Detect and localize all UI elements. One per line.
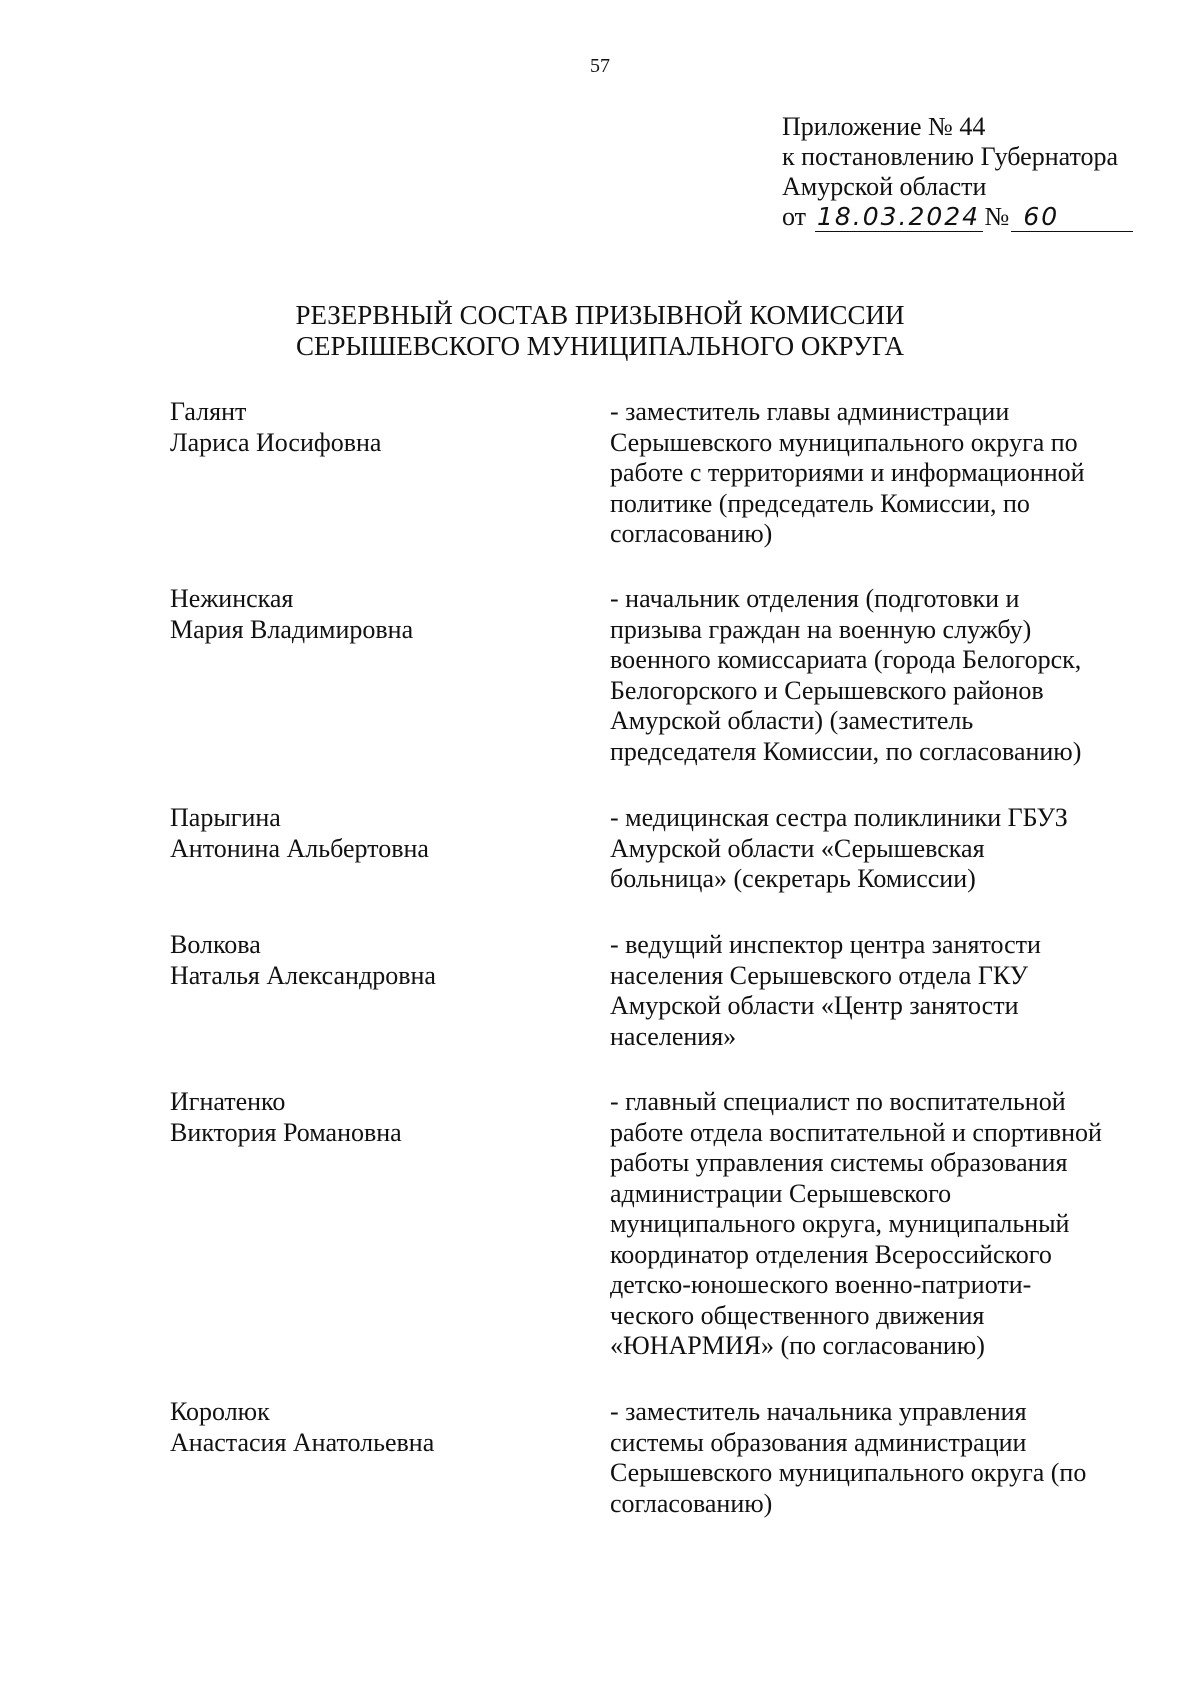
role-line: «ЮНАРМИЯ» (по согласованию) bbox=[610, 1331, 985, 1360]
role-line: - заместитель главы администрации bbox=[610, 397, 1010, 426]
handwritten-date: 18.03.2024 bbox=[815, 203, 983, 232]
page-number: 57 bbox=[590, 55, 610, 77]
member-role bbox=[610, 584, 1140, 767]
role-line: координатор отделения Всероссийского bbox=[610, 1239, 1052, 1269]
role-line: работы управления системы образования bbox=[610, 1148, 1068, 1177]
role-line: населения» bbox=[610, 1021, 737, 1051]
member-given-names: Анастасия Анатольевна bbox=[170, 1427, 435, 1457]
member-surname: Нежинская bbox=[170, 584, 294, 613]
member-surname: Парыгина bbox=[170, 803, 281, 832]
handwritten-number: 60 bbox=[1011, 203, 1133, 232]
appendix-date-line bbox=[782, 202, 1182, 232]
role-line: - медицинская сестра поликлиники ГБУЗ bbox=[610, 803, 1068, 832]
role-line: Амурской области) (заместитель bbox=[610, 706, 974, 735]
role-line: Серышевского муниципального округа по bbox=[610, 427, 1078, 457]
role-line: - заместитель начальника управления bbox=[610, 1397, 1027, 1426]
role-line: - главный специалист по воспитательной bbox=[610, 1087, 1066, 1116]
member-surname: Игнатенко bbox=[170, 1087, 286, 1116]
role-line: населения Серышевского отдела ГКУ bbox=[610, 960, 1029, 990]
role-line: председателя Комиссии, по согласованию) bbox=[610, 736, 1082, 766]
member-given-names: Мария Владимировна bbox=[170, 614, 414, 644]
appendix-decree-ref: к постановлению Губернатора bbox=[782, 142, 1119, 171]
member-name bbox=[170, 803, 570, 864]
role-line: - начальник отделения (подготовки и bbox=[610, 584, 1020, 613]
member-name bbox=[170, 930, 570, 991]
appendix-title: Приложение № 44 bbox=[782, 112, 986, 141]
role-line: Амурской области «Центр занятости bbox=[610, 991, 1019, 1020]
role-line: детско-юношеского военно-патриоти- bbox=[610, 1270, 1032, 1299]
date-prefix: от bbox=[782, 202, 807, 231]
role-line: администрации Серышевского bbox=[610, 1178, 952, 1208]
role-line: согласованию) bbox=[610, 519, 773, 548]
role-line: - ведущий инспектор центра занятости bbox=[610, 930, 1041, 959]
role-line: Амурской области «Серышевская bbox=[610, 833, 985, 863]
member-name bbox=[170, 1087, 570, 1148]
appendix-block bbox=[782, 112, 1182, 232]
member-role bbox=[610, 930, 1140, 1052]
role-line: больница» (секретарь Комиссии) bbox=[610, 864, 976, 893]
role-line: работе с территориями и информационной bbox=[610, 458, 1085, 487]
member-surname: Галянт bbox=[170, 397, 247, 426]
member-role bbox=[610, 803, 1140, 895]
role-line: работе отдела воспитательной и спортивной bbox=[610, 1117, 1102, 1147]
member-role bbox=[610, 1087, 1140, 1362]
member-surname: Королюк bbox=[170, 1397, 270, 1426]
role-line: ческого общественного движения bbox=[610, 1300, 985, 1330]
document-title bbox=[0, 300, 1200, 362]
role-line: согласованию) bbox=[610, 1488, 773, 1518]
member-name bbox=[170, 397, 570, 458]
member-role bbox=[610, 1397, 1140, 1519]
member-surname: Волкова bbox=[170, 930, 261, 959]
role-line: Белогорского и Серышевского районов bbox=[610, 675, 1044, 705]
member-role bbox=[610, 397, 1140, 550]
number-sign: № bbox=[984, 202, 1010, 231]
role-line: системы образования администрации bbox=[610, 1427, 1027, 1457]
member-given-names: Наталья Александровна bbox=[170, 960, 436, 990]
member-given-names: Лариса Иосифовна bbox=[170, 427, 382, 457]
role-line: призыва граждан на военную службу) bbox=[610, 614, 1032, 644]
role-line: политике (председатель Комиссии, по bbox=[610, 488, 1030, 518]
role-line: военного комиссариата (города Белогорск, bbox=[610, 645, 1082, 674]
title-line-1: РЕЗЕРВНЫЙ СОСТАВ ПРИЗЫВНОЙ КОМИССИИ bbox=[295, 300, 905, 330]
appendix-region: Амурской области bbox=[782, 172, 987, 201]
member-name bbox=[170, 584, 570, 645]
role-line: муниципального округа, муниципальный bbox=[610, 1209, 1070, 1238]
member-given-names: Антонина Альбертовна bbox=[170, 833, 429, 863]
role-line: Серышевского муниципального округа (по bbox=[610, 1458, 1087, 1487]
member-given-names: Виктория Романовна bbox=[170, 1117, 402, 1147]
member-name bbox=[170, 1397, 570, 1458]
title-line-2: СЕРЫШЕВСКОГО МУНИЦИПАЛЬНОГО ОКРУГА bbox=[295, 331, 905, 361]
